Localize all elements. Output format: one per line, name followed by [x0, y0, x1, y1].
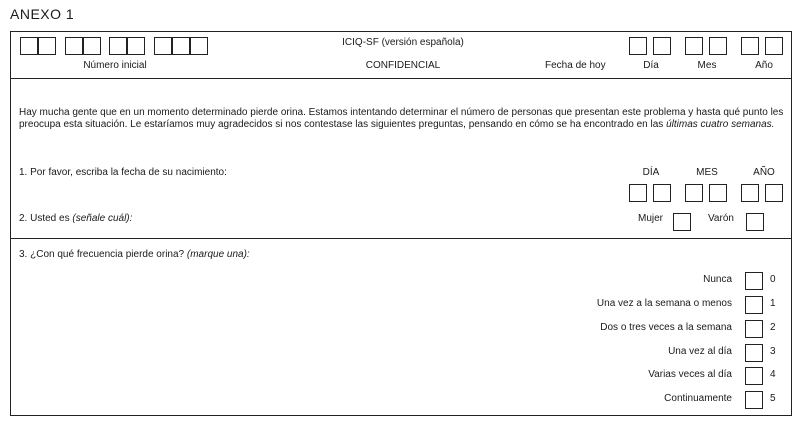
q3-option-score: 1 — [770, 298, 776, 309]
header-divider — [11, 78, 791, 79]
birth-day-box[interactable] — [653, 184, 671, 202]
questionnaire-form — [10, 31, 792, 416]
birth-year-box[interactable] — [765, 184, 783, 202]
id-label: Número inicial — [83, 60, 147, 71]
birth-year-box[interactable] — [741, 184, 759, 202]
confidential-label: CONFIDENCIAL — [365, 60, 441, 71]
female-label: Mujer — [638, 213, 664, 224]
id-box[interactable] — [127, 37, 145, 55]
q2-label: 2. Usted es — [19, 213, 70, 224]
id-box[interactable] — [172, 37, 190, 55]
q3-option-score: 3 — [770, 346, 776, 357]
male-label: Varón — [708, 213, 734, 224]
q3-option-label: Varias veces al día — [648, 369, 732, 380]
q1-label: 1. Por favor, escriba la fecha de su nacimiento: — [19, 167, 227, 178]
birth-month-box[interactable] — [685, 184, 703, 202]
q3-option-checkbox[interactable] — [745, 320, 763, 338]
id-box[interactable] — [154, 37, 172, 55]
q1-year-label: AÑO — [753, 167, 775, 178]
today-day-box[interactable] — [629, 37, 647, 55]
q3-option-checkbox[interactable] — [745, 391, 763, 409]
q3-option-checkbox[interactable] — [745, 296, 763, 314]
id-box[interactable] — [20, 37, 38, 55]
q2-hint: (señale cuál): — [72, 213, 133, 224]
q3-option-label: Una vez al día — [668, 346, 732, 357]
q3-label: 3. ¿Con qué frecuencia pierde orina? — [19, 249, 185, 260]
birth-month-box[interactable] — [709, 184, 727, 202]
q3-option-checkbox[interactable] — [745, 272, 763, 290]
q3-option-checkbox[interactable] — [745, 344, 763, 362]
q3-option-score: 0 — [770, 274, 776, 285]
section-divider — [11, 238, 791, 239]
q1-month-label: MES — [696, 167, 718, 178]
today-year-box[interactable] — [741, 37, 759, 55]
id-box[interactable] — [83, 37, 101, 55]
today-month-label: Mes — [697, 60, 717, 71]
today-month-box[interactable] — [685, 37, 703, 55]
form-title: ICIQ-SF (versión española) — [342, 37, 464, 48]
today-day-box[interactable] — [653, 37, 671, 55]
today-month-box[interactable] — [709, 37, 727, 55]
q3-option-label: Una vez a la semana o menos — [596, 298, 732, 309]
q3-question — [19, 249, 250, 260]
intro-emphasis: últimas cuatro semanas. — [666, 119, 775, 130]
today-year-label: Año — [755, 60, 773, 71]
today-year-box[interactable] — [765, 37, 783, 55]
q1-day-label: DÍA — [642, 167, 660, 178]
female-checkbox[interactable] — [673, 213, 691, 231]
today-day-label: Día — [643, 60, 659, 71]
q3-option-score: 2 — [770, 322, 776, 333]
q3-option-label: Nunca — [703, 274, 732, 285]
q3-option-label: Dos o tres veces a la semana — [600, 322, 732, 333]
id-box[interactable] — [190, 37, 208, 55]
annex-title: ANEXO 1 — [10, 6, 75, 22]
q2-question — [19, 213, 132, 224]
intro-paragraph — [19, 107, 785, 131]
q3-hint: (marque una): — [186, 249, 250, 260]
q3-option-score: 5 — [770, 393, 776, 404]
intro-text: Hay mucha gente que en un momento determinado pierde orina. Estamos intentando determinar el número de personas que presentan este problema y hasta qué punto les preocupa esta situación. Le estaríamos muy agradecidos si nos contestase las siguientes preguntas, pensando en cómo se ha encontrado en las — [19, 107, 784, 130]
today-label: Fecha de hoy — [545, 60, 606, 71]
birth-day-box[interactable] — [629, 184, 647, 202]
male-checkbox[interactable] — [746, 213, 764, 231]
id-box[interactable] — [38, 37, 56, 55]
q3-option-label: Continuamente — [664, 393, 732, 404]
id-box[interactable] — [109, 37, 127, 55]
q3-option-score: 4 — [770, 369, 776, 380]
q3-option-checkbox[interactable] — [745, 367, 763, 385]
id-box[interactable] — [65, 37, 83, 55]
